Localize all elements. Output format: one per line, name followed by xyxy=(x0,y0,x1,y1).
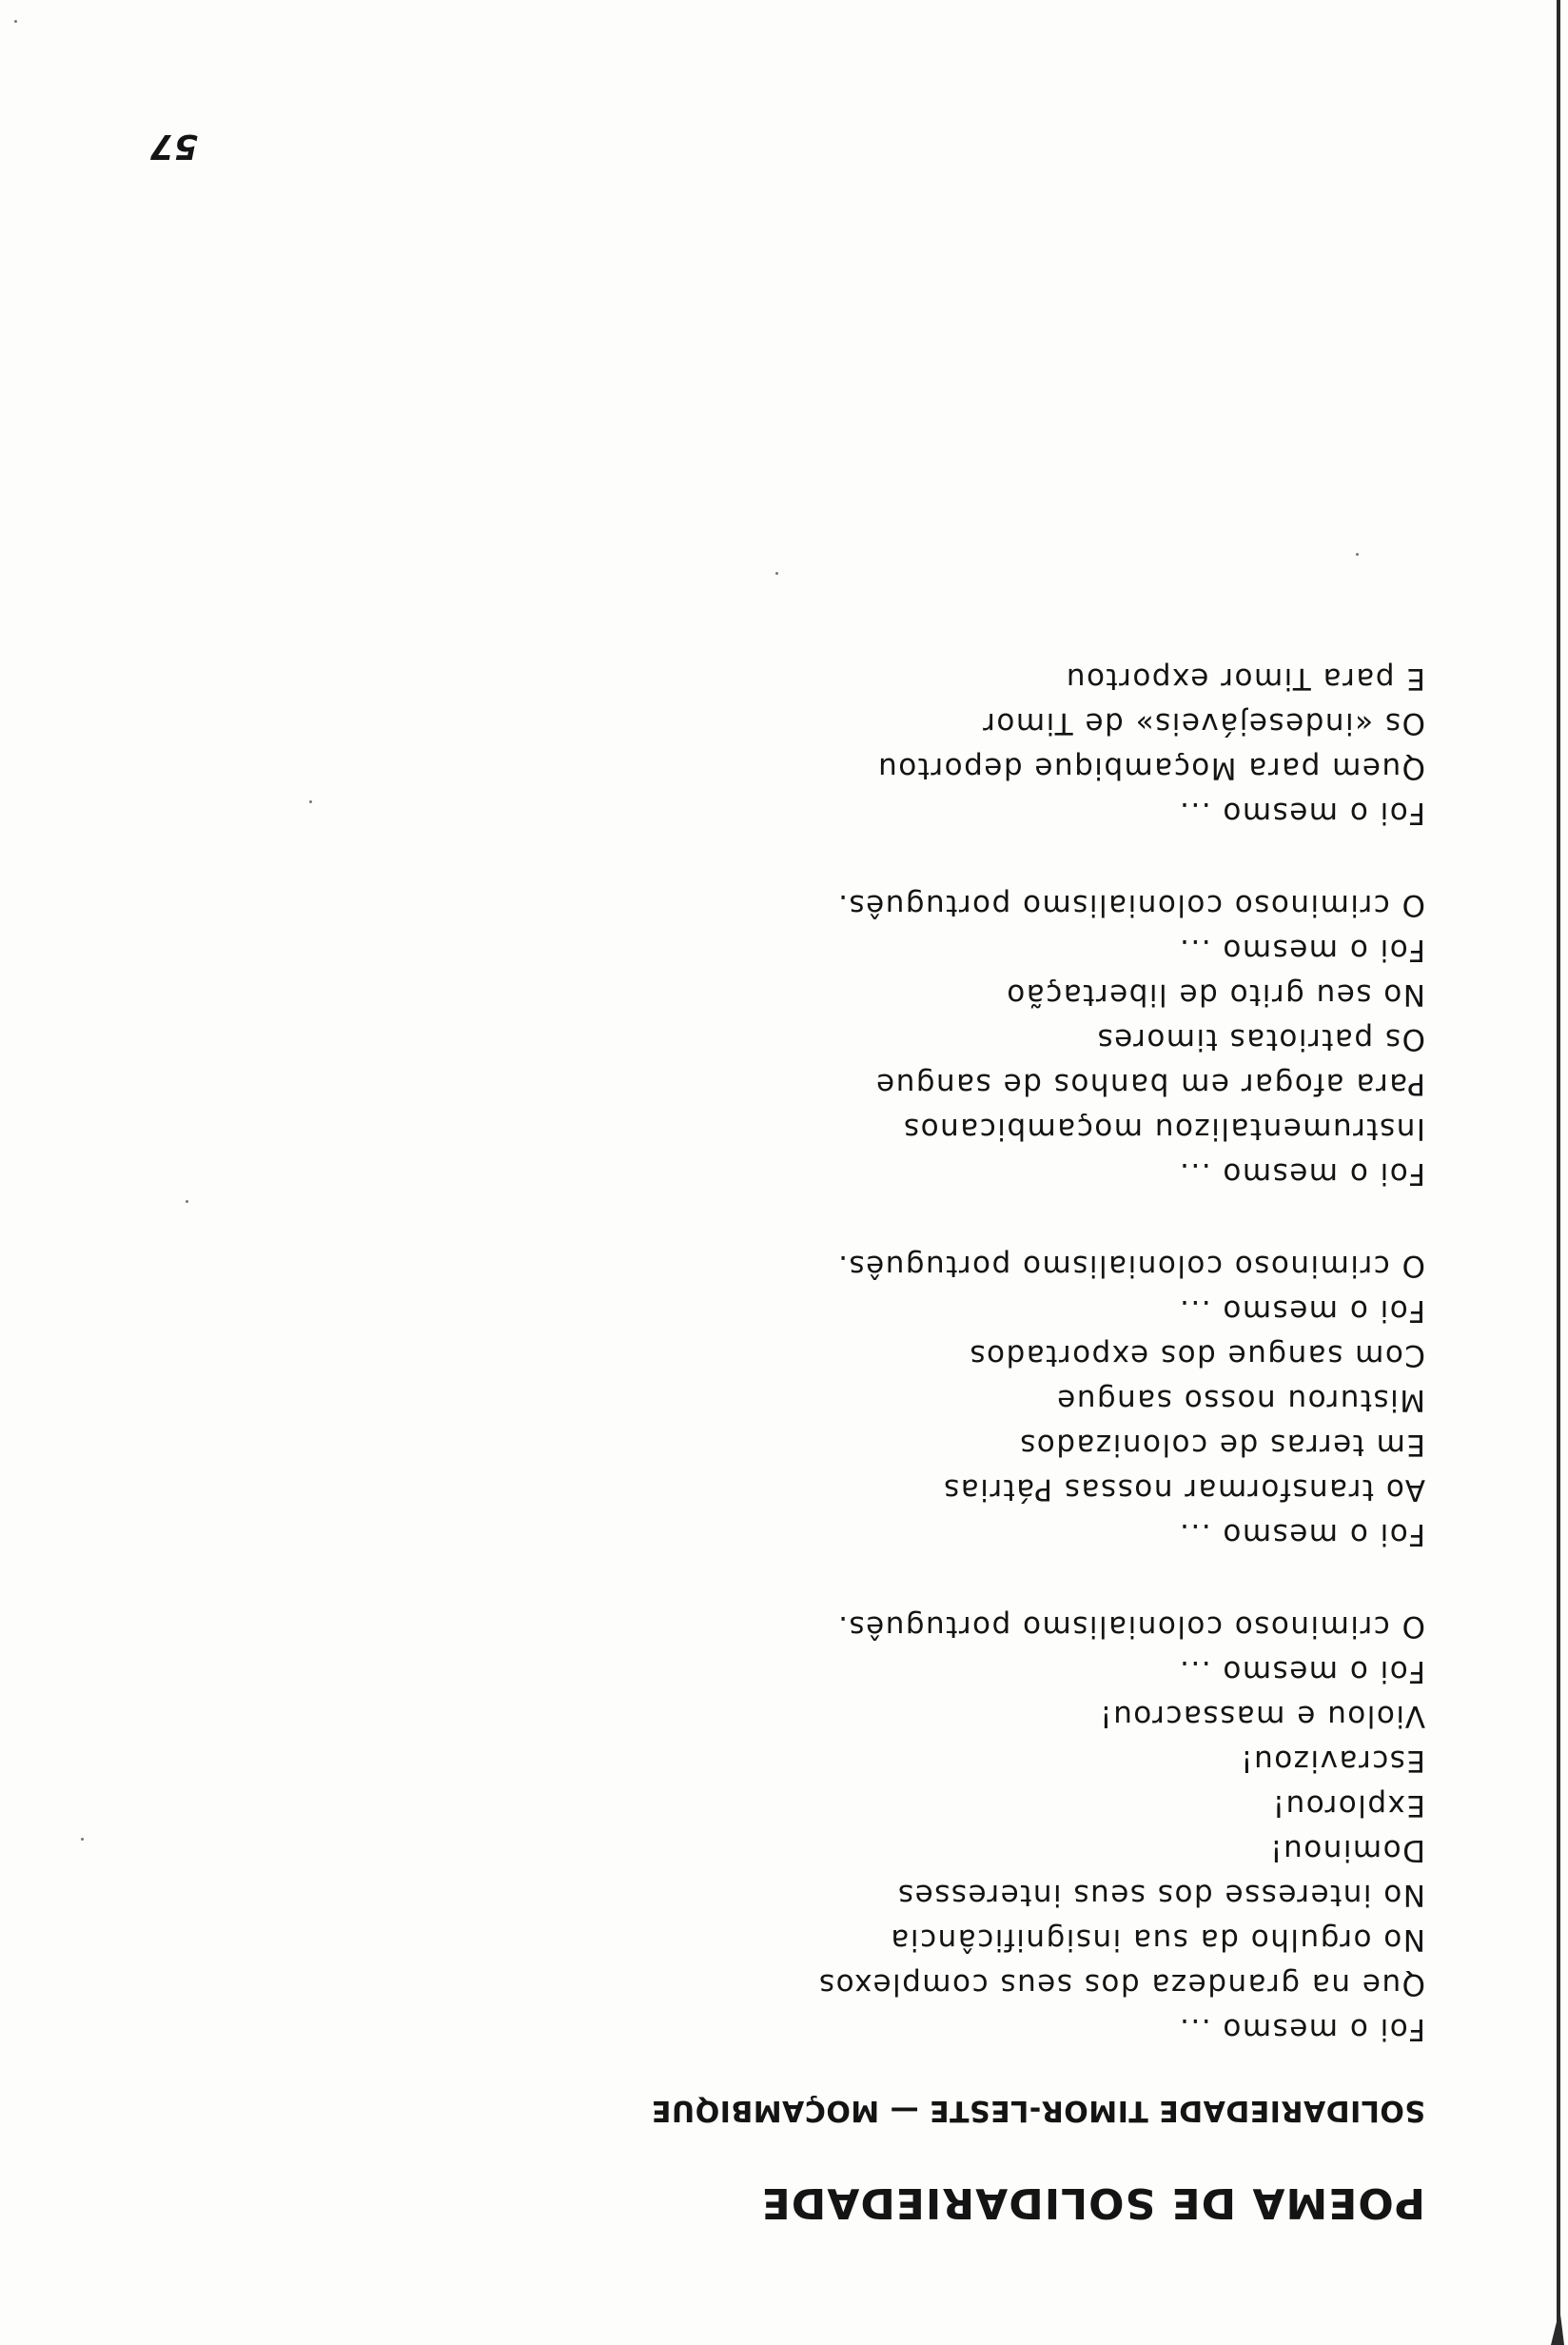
verse-line: Que na grandeza dos seus complexos xyxy=(817,1967,1425,2001)
verse-line: Foi o mesmo ... xyxy=(1178,2012,1425,2046)
verse-line: O criminoso colonialismo português. xyxy=(836,888,1425,922)
scan-speck xyxy=(1356,553,1359,556)
verse-line: No seu grito de libertação xyxy=(1005,977,1425,1012)
scan-speck xyxy=(81,1838,84,1841)
page-binding-edge xyxy=(1557,0,1560,2345)
verse-line: Foi o mesmo ... xyxy=(1178,1293,1425,1328)
verse-line: Os patriotas timores xyxy=(1096,1022,1425,1056)
verse-line: Foi o mesmo ... xyxy=(1178,1517,1425,1551)
verse-line: Escravizou! xyxy=(1239,1744,1425,1778)
verse-line: Quem para Moçambique deportou xyxy=(876,751,1425,785)
verse-line: Instrumentalizou moçambicanos xyxy=(902,1112,1425,1146)
verse-line: Para afogar em banhos de sangue xyxy=(874,1067,1425,1101)
scan-speck xyxy=(186,1200,188,1203)
verse-line: Misturou nosso sangue xyxy=(1055,1383,1425,1417)
verse-line: Os «indesejáveis» de Timor xyxy=(981,706,1425,740)
page-number: 57 xyxy=(149,127,198,166)
verse-line: Dominou! xyxy=(1268,1833,1425,1867)
verse-line: Explorou! xyxy=(1271,1788,1425,1823)
scan-speck xyxy=(309,800,312,803)
verse-line: Em terras de colonizados xyxy=(1018,1428,1425,1462)
stanza-4 xyxy=(131,656,1425,835)
verse-line: E para Timor exportou xyxy=(1065,661,1425,696)
poem-content xyxy=(131,608,1425,2231)
verse-line: Foi o mesmo ... xyxy=(1178,1156,1425,1191)
verse-line: O criminoso colonialismo português. xyxy=(836,1249,1425,1283)
scan-speck xyxy=(775,572,778,575)
stanza-2 xyxy=(131,1243,1425,1556)
verse-line: No interesse dos seus interesses xyxy=(896,1878,1425,1912)
poem-title: POEMA DE SOLIDARIEDADE xyxy=(760,2178,1425,2227)
verse-line: Com sangue dos exportados xyxy=(968,1338,1425,1372)
verse-line: Foi o mesmo ... xyxy=(1178,796,1425,830)
verse-line: No orgulho da sua insignificância xyxy=(889,1922,1425,1957)
verse-line: Foi o mesmo ... xyxy=(1178,933,1425,967)
poem-subtitle: SOLIDARIEDADE TIMOR-LESTE — MOÇAMBIQUE xyxy=(651,2094,1425,2127)
verse-line: Violou e massacrou! xyxy=(1098,1699,1425,1733)
verse-line: O criminoso colonialismo português. xyxy=(836,1609,1425,1644)
stanza-3 xyxy=(131,882,1425,1195)
verse-line: Ao transformar nossas Pátrias xyxy=(942,1472,1425,1507)
stanza-1 xyxy=(131,1604,1425,2051)
verse-line: Foi o mesmo ... xyxy=(1178,1654,1425,1688)
scan-speck xyxy=(14,20,17,23)
